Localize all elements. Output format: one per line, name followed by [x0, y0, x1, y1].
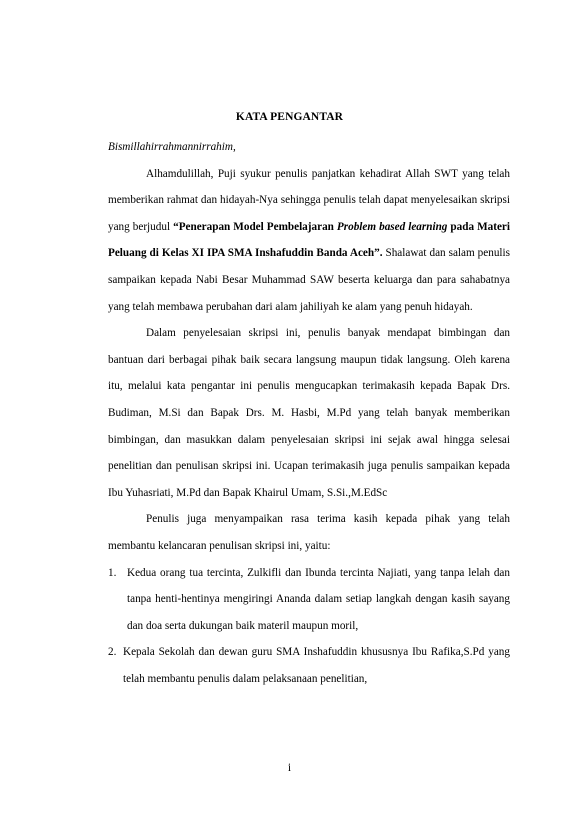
thesis-title-part: pada Materi Peluang di Kelas XI IPA SMA Inshafuddin Banda Aceh”. [108, 220, 511, 260]
paragraph-thanks: Penulis juga menyampaikan rasa terima kasih kepada pihak yang telah membantu kelancaran penulisan skripsi ini, yaitu: [108, 513, 510, 552]
document-body [108, 134, 510, 692]
paragraph-supervisors: Dalam penyelesaian skripsi ini, penulis banyak mendapat bimbingan dan bantuan dari berbagai pihak baik secara langsung maupun tidak langsung. Oleh karena itu, melalui kata pengantar ini penulis mengucapkan terimakasih kepada Bapak Drs. Budiman, M.Si dan Bapak Drs. M. Hasbi, M.Pd yang telah banyak memberikan bimbingan, dan masukkan dalam penyelesaian skripsi ini sejak awal hingga selesai penelitian dan penulisan skripsi ini. Ucapan terimakasih juga penulis sampaikan kepada Ibu Yuhasriati, M.Pd dan Bapak Khairul Umam, S.Si.,M.EdSc [108, 327, 510, 499]
thanks-list [108, 560, 510, 693]
greeting: Bismillahirrahmannirrahim, [108, 141, 236, 153]
page-number: i [287, 762, 292, 774]
list-number: 2. [108, 646, 117, 659]
paragraph-text: Shalawat dan salam penulis sampaikan kepada Nabi Besar Muhammad SAW beserta keluarga dan para sahabatnya yang telah membawa perubahan dari alam jahiliyah ke alam yang penuh hidayah. [108, 247, 510, 313]
list-item-text: Kedua orang tua tercinta, Zulkifli dan Ibunda tercinta Najiati, yang tanpa lelah dan tanpa henti-hentinya mengiringi Ananda dalam setiap langkah dengan kasih sayang dan doa serta dukungan baik materil maupun moril, [127, 566, 510, 632]
thesis-title-part: “Penerapan Model Pembelajaran [173, 220, 337, 233]
paragraph-acknowledgement [108, 161, 510, 321]
list-item-text: Kepala Sekolah dan dewan guru SMA Inshafuddin khususnya Ibu Rafika,S.Pd yang telah membantu penulis dalam pelaksanaan penelitian, [123, 646, 510, 685]
thesis-title-italic: Problem based learning [336, 220, 448, 233]
page-title: KATA PENGANTAR [235, 111, 344, 123]
paragraph-text: Alhamdulillah, Puji syukur penulis panjatkan kehadirat Allah SWT yang telah memberikan rahmat dan hidayah-Nya sehingga penulis telah dapat menyelesaikan skripsi yang berjudul [108, 167, 510, 233]
list-item [108, 639, 510, 692]
list-item [108, 560, 510, 640]
list-number: 1. [108, 566, 117, 579]
